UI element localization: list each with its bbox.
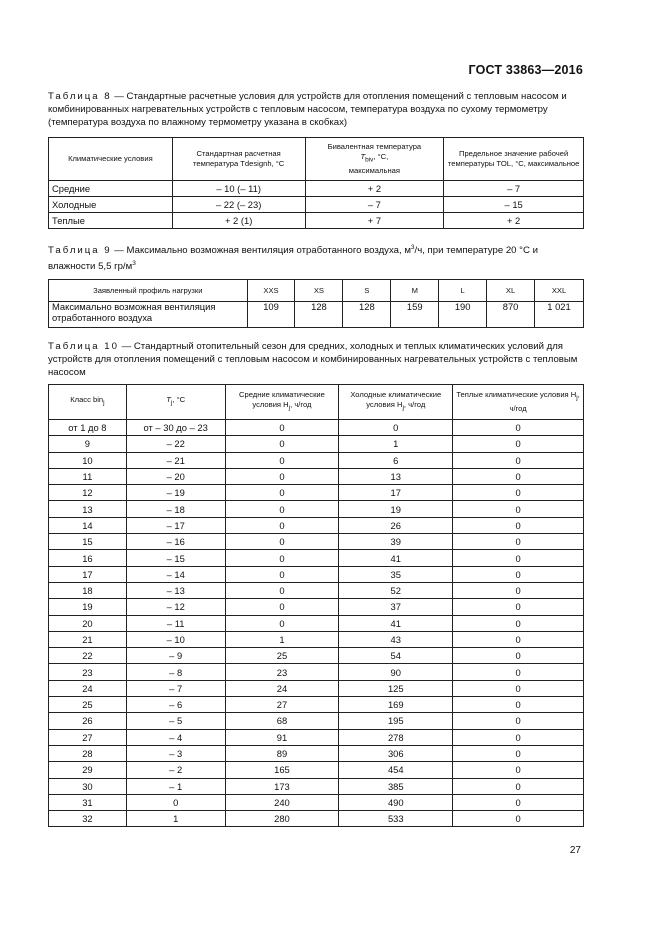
table8-header-biv-line4: максимальная <box>348 165 401 175</box>
table10-cell-warm: 0 <box>453 697 584 713</box>
table10-cell-tj: от – 30 до – 23 <box>126 420 225 436</box>
table10-header-cold-b: , ч/год <box>403 400 426 410</box>
table10-cell-bin: 20 <box>49 615 127 631</box>
table9-header-cell: M <box>391 280 439 302</box>
table10-header-bin <box>49 385 127 420</box>
table10-cell-bin: 32 <box>49 811 127 827</box>
document-id: ГОСТ 33863—2016 <box>468 63 583 77</box>
table10-cell-average: 24 <box>225 680 339 696</box>
table10-cell-warm: 0 <box>453 517 584 533</box>
table9-cell: 128 <box>343 302 391 328</box>
table9-header-cell: XS <box>295 280 343 302</box>
table9-cell: Максимально возможная вентиляция отработанного воздуха <box>49 302 248 328</box>
table10-cell-cold: 39 <box>339 534 453 550</box>
table10-header-cold <box>339 385 453 420</box>
table9-cell: 128 <box>295 302 343 328</box>
table10-cell-average: 240 <box>225 794 339 810</box>
table8 <box>48 137 584 229</box>
table10-cell-bin: 24 <box>49 680 127 696</box>
table8-caption-text: — Стандартные расчетные условия для устройств для отопления помещений с тепловым насосом и комбинированных нагревательных устройств с тепловым насосом, температура воздуха по сухому термометру (температура воздуха по влажному термометру указана в скобках) <box>48 91 567 129</box>
table10-cell-warm: 0 <box>453 615 584 631</box>
table10-header-average <box>225 385 339 420</box>
table9-header-cell: L <box>439 280 487 302</box>
table10-cell-warm: 0 <box>453 664 584 680</box>
table10-cell-tj: – 11 <box>126 615 225 631</box>
table10-cell-tj: – 20 <box>126 468 225 484</box>
table10-cell-bin: 22 <box>49 648 127 664</box>
table10-row <box>49 452 584 468</box>
table9-cell: 109 <box>247 302 295 328</box>
table10-cell-tj: – 22 <box>126 436 225 452</box>
table10-cell-cold: 0 <box>339 420 453 436</box>
table10-row <box>49 811 584 827</box>
table10-cell-warm: 0 <box>453 631 584 647</box>
table10-cell-warm: 0 <box>453 534 584 550</box>
table9-cell: 159 <box>391 302 439 328</box>
table10-row <box>49 697 584 713</box>
table10-header-cold-a: Холодные климатические условия H <box>350 390 442 410</box>
table10-cell-tj: – 15 <box>126 550 225 566</box>
table8-cell-climate: Средние <box>49 181 173 197</box>
table10-cell-warm: 0 <box>453 436 584 452</box>
table8-header-design-temp: Стандартная расчетная температура Tdesignh, °С <box>172 138 305 181</box>
table10-cell-warm: 0 <box>453 811 584 827</box>
table8-cell-bivalent: + 7 <box>305 213 444 229</box>
table10-row <box>49 420 584 436</box>
table10-cell-bin: 21 <box>49 631 127 647</box>
table10-header-avg-a: Средние климатические условия H <box>239 390 325 410</box>
table8-cell-design: – 22 (– 23) <box>172 197 305 213</box>
table10-cell-tj: – 16 <box>126 534 225 550</box>
table10-cell-cold: 13 <box>339 468 453 484</box>
table10-cell-tj: – 2 <box>126 762 225 778</box>
table8-header-tol: Предельное значение рабочей температуры TOL, °С, максимальное <box>444 138 584 181</box>
table10-cell-cold: 17 <box>339 485 453 501</box>
table10-label: Таблица 10 <box>48 341 119 352</box>
table10-cell-cold: 6 <box>339 452 453 468</box>
table10-cell-tj: – 4 <box>126 729 225 745</box>
table10-row <box>49 615 584 631</box>
table10-cell-cold: 19 <box>339 501 453 517</box>
table10-cell-tj: – 1 <box>126 778 225 794</box>
table10-cell-cold: 195 <box>339 713 453 729</box>
table10-row <box>49 436 584 452</box>
table10-header-warm-b: , ч/год <box>509 390 580 413</box>
table8-cell-climate: Холодные <box>49 197 173 213</box>
table10-cell-warm: 0 <box>453 599 584 615</box>
table10-cell-warm: 0 <box>453 729 584 745</box>
table10-row <box>49 648 584 664</box>
table10-cell-tj: – 3 <box>126 745 225 761</box>
table8-cell-tol: + 2 <box>444 213 584 229</box>
table10-cell-cold: 490 <box>339 794 453 810</box>
table10-cell-average: 165 <box>225 762 339 778</box>
table10-cell-cold: 26 <box>339 517 453 533</box>
table8-cell-climate: Теплые <box>49 213 173 229</box>
table10-cell-tj: – 9 <box>126 648 225 664</box>
table10-cell-cold: 454 <box>339 762 453 778</box>
table9-cell: 870 <box>487 302 535 328</box>
table10 <box>48 384 584 827</box>
table10-cell-average: 0 <box>225 582 339 598</box>
table10-header-tj-unit: , °С <box>172 395 186 405</box>
table10-cell-average: 0 <box>225 501 339 517</box>
table9-cell: 190 <box>439 302 487 328</box>
table10-cell-bin: 25 <box>49 697 127 713</box>
table10-row <box>49 485 584 501</box>
table10-cell-warm: 0 <box>453 420 584 436</box>
table8-cell-design: – 10 (– 11) <box>172 181 305 197</box>
table10-row <box>49 713 584 729</box>
table10-cell-cold: 278 <box>339 729 453 745</box>
table10-cell-average: 0 <box>225 452 339 468</box>
table10-row <box>49 517 584 533</box>
table8-row <box>49 213 584 229</box>
table10-cell-tj: – 10 <box>126 631 225 647</box>
table10-cell-average: 0 <box>225 468 339 484</box>
table10-cell-warm: 0 <box>453 452 584 468</box>
table10-cell-warm: 0 <box>453 778 584 794</box>
table10-cell-cold: 533 <box>339 811 453 827</box>
table10-cell-warm: 0 <box>453 468 584 484</box>
table10-cell-warm: 0 <box>453 762 584 778</box>
table10-row <box>49 778 584 794</box>
table10-cell-average: 0 <box>225 534 339 550</box>
table10-header-tj-symbol: T <box>166 395 171 405</box>
table10-row <box>49 468 584 484</box>
table10-cell-cold: 306 <box>339 745 453 761</box>
table10-cell-average: 173 <box>225 778 339 794</box>
table10-cell-bin: 15 <box>49 534 127 550</box>
table10-header-bin-sub: j <box>103 399 105 407</box>
table10-cell-average: 0 <box>225 485 339 501</box>
table10-row <box>49 631 584 647</box>
table10-cell-tj: – 13 <box>126 582 225 598</box>
table10-cell-cold: 41 <box>339 615 453 631</box>
table10-cell-tj: – 14 <box>126 566 225 582</box>
table8-caption <box>48 90 584 130</box>
table10-cell-bin: 26 <box>49 713 127 729</box>
table9-caption-sup2: 3 <box>132 260 136 268</box>
table10-cell-bin: 31 <box>49 794 127 810</box>
table10-cell-average: 25 <box>225 648 339 664</box>
table10-cell-tj: 0 <box>126 794 225 810</box>
table10-cell-tj: – 5 <box>126 713 225 729</box>
table9-caption <box>48 241 584 274</box>
table10-cell-bin: 29 <box>49 762 127 778</box>
table10-cell-warm: 0 <box>453 648 584 664</box>
table10-cell-warm: 0 <box>453 501 584 517</box>
table10-cell-average: 280 <box>225 811 339 827</box>
table10-cell-cold: 35 <box>339 566 453 582</box>
table10-header-warm-a: Теплые климатические условия H <box>456 390 577 400</box>
table10-cell-average: 89 <box>225 745 339 761</box>
table8-header-biv-sub: biv <box>365 156 374 164</box>
table9-header-cell: XL <box>487 280 535 302</box>
table10-cell-cold: 41 <box>339 550 453 566</box>
table10-cell-average: 27 <box>225 697 339 713</box>
table10-cell-tj: – 6 <box>126 697 225 713</box>
table8-header-climate: Климатические условия <box>49 138 173 181</box>
table10-row <box>49 664 584 680</box>
table10-cell-bin: 16 <box>49 550 127 566</box>
table8-header-biv-unit: , °С, <box>373 152 389 162</box>
table10-cell-tj: – 21 <box>126 452 225 468</box>
table10-cell-average: 0 <box>225 599 339 615</box>
table10-cell-bin: 28 <box>49 745 127 761</box>
table10-row <box>49 566 584 582</box>
table10-row <box>49 680 584 696</box>
table10-cell-tj: – 12 <box>126 599 225 615</box>
table8-row <box>49 181 584 197</box>
table9-caption-sup1: 3 <box>410 244 415 251</box>
table10-cell-average: 0 <box>225 420 339 436</box>
table8-cell-bivalent: + 2 <box>305 181 444 197</box>
table10-cell-warm: 0 <box>453 794 584 810</box>
page-number: 27 <box>569 845 581 856</box>
table10-cell-cold: 125 <box>339 680 453 696</box>
table10-cell-bin: 18 <box>49 582 127 598</box>
table10-cell-cold: 54 <box>339 648 453 664</box>
table9-caption-b: /ч, при температуре 20 °С и влажности 5,5 гр/м <box>48 245 538 273</box>
table10-header-tj <box>126 385 225 420</box>
table9-header-cell: XXS <box>247 280 295 302</box>
table8-header-biv-symbol: T <box>360 152 366 162</box>
table10-cell-warm: 0 <box>453 566 584 582</box>
table10-cell-bin: 30 <box>49 778 127 794</box>
table10-header-avg-b: , ч/год <box>290 400 312 410</box>
table10-cell-cold: 52 <box>339 582 453 598</box>
table10-cell-average: 0 <box>225 436 339 452</box>
table9 <box>48 279 584 328</box>
table10-cell-warm: 0 <box>453 680 584 696</box>
table10-cell-tj: 1 <box>126 811 225 827</box>
table10-row <box>49 534 584 550</box>
table10-header-row <box>49 385 584 420</box>
table10-cell-average: 23 <box>225 664 339 680</box>
table10-row <box>49 762 584 778</box>
table10-cell-bin: 11 <box>49 468 127 484</box>
table10-cell-tj: – 7 <box>126 680 225 696</box>
table10-cell-bin: 19 <box>49 599 127 615</box>
table10-cell-warm: 0 <box>453 582 584 598</box>
table10-cell-average: 91 <box>225 729 339 745</box>
table10-header-cold-sub: j <box>402 404 404 412</box>
table10-cell-tj: – 18 <box>126 501 225 517</box>
table10-cell-average: 0 <box>225 517 339 533</box>
table10-cell-warm: 0 <box>453 485 584 501</box>
table10-cell-bin: 10 <box>49 452 127 468</box>
table10-cell-bin: 12 <box>49 485 127 501</box>
table10-row <box>49 599 584 615</box>
table10-cell-cold: 90 <box>339 664 453 680</box>
table8-cell-bivalent: – 7 <box>305 197 444 213</box>
table10-cell-average: 0 <box>225 615 339 631</box>
table10-cell-warm: 0 <box>453 713 584 729</box>
table10-row <box>49 745 584 761</box>
table10-cell-tj: – 8 <box>126 664 225 680</box>
table10-cell-average: 0 <box>225 566 339 582</box>
table10-row <box>49 501 584 517</box>
table9-header-cell: XXL <box>535 280 584 302</box>
table10-caption <box>48 340 584 380</box>
table10-header-bin-text: Класс bin <box>70 395 104 405</box>
table10-row <box>49 729 584 745</box>
table10-cell-bin: от 1 до 8 <box>49 420 127 436</box>
table10-cell-cold: 169 <box>339 697 453 713</box>
table10-cell-bin: 9 <box>49 436 127 452</box>
table10-cell-average: 0 <box>225 550 339 566</box>
table10-cell-bin: 27 <box>49 729 127 745</box>
table10-header-warm-sub: j <box>576 394 578 402</box>
table10-cell-bin: 23 <box>49 664 127 680</box>
table10-row <box>49 582 584 598</box>
table10-cell-cold: 37 <box>339 599 453 615</box>
table10-cell-tj: – 17 <box>126 517 225 533</box>
table10-cell-bin: 17 <box>49 566 127 582</box>
table8-header-row <box>49 138 584 181</box>
table10-header-tj-sub: j <box>170 399 173 407</box>
table8-row <box>49 197 584 213</box>
table10-cell-warm: 0 <box>453 745 584 761</box>
table8-label: Таблица 8 <box>48 91 112 102</box>
table9-cell: 1 021 <box>535 302 584 328</box>
table9-data-row <box>49 302 584 328</box>
table10-header-avg-sub: j <box>288 404 291 412</box>
table9-header-cell: Заявленный профиль нагрузки <box>49 280 248 302</box>
table9-header-cell: S <box>343 280 391 302</box>
table10-cell-bin: 14 <box>49 517 127 533</box>
table10-cell-average: 68 <box>225 713 339 729</box>
table9-header-row <box>49 280 584 302</box>
table10-row <box>49 794 584 810</box>
table8-header-bivalent <box>305 138 444 181</box>
table8-cell-design: + 2 (1) <box>172 213 305 229</box>
table10-cell-average: 1 <box>225 631 339 647</box>
table9-caption-a: — Максимально возможная вентиляция отработанного воздуха, м <box>111 245 411 257</box>
table10-cell-warm: 0 <box>453 550 584 566</box>
table10-caption-text: — Стандартный отопительный сезон для средних, холодных и теплых климатических условий для устройств для отопления помещений с тепловым насосом и комбинированных нагревательных устройств с тепловым насосом <box>48 341 578 379</box>
table10-row <box>49 550 584 566</box>
table10-header-warm <box>453 385 584 420</box>
table10-cell-bin: 13 <box>49 501 127 517</box>
table10-cell-cold: 385 <box>339 778 453 794</box>
table8-cell-tol: – 15 <box>444 197 584 213</box>
table10-cell-cold: 1 <box>339 436 453 452</box>
table10-cell-cold: 43 <box>339 631 453 647</box>
table9-label: Таблица 9 <box>48 245 112 257</box>
table8-header-biv-line1: Бивалентная температура <box>327 142 422 152</box>
table8-cell-tol: – 7 <box>444 181 584 197</box>
table10-cell-tj: – 19 <box>126 485 225 501</box>
